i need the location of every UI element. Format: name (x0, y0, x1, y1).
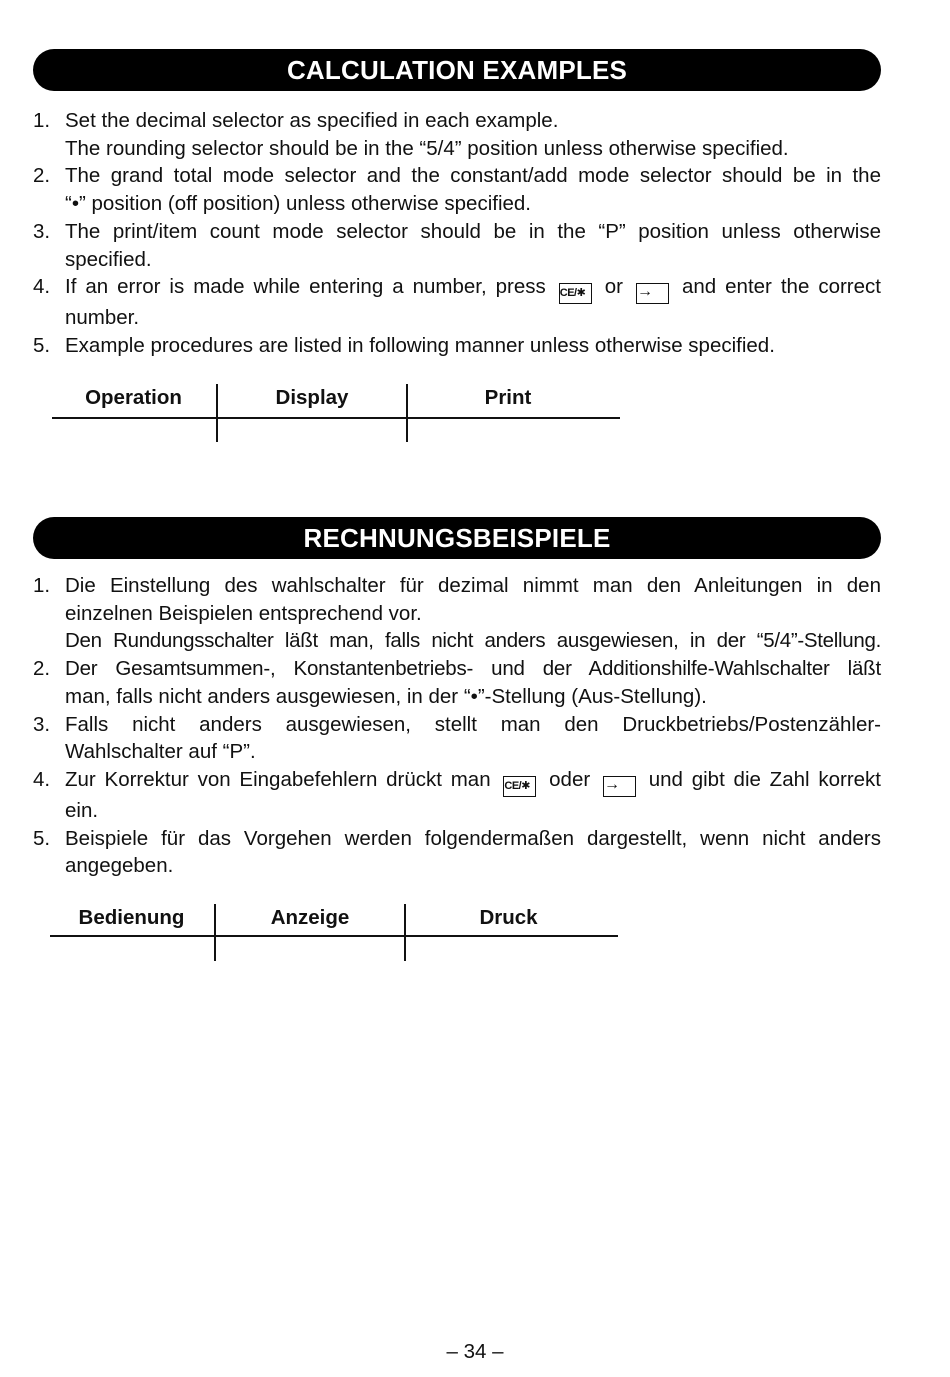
format-table-english (52, 384, 622, 444)
item-text: Beispiele für das Vorgehen werden folgendermaßen dargestellt, wenn nicht anders (65, 826, 881, 850)
arrow-key-icon: → (603, 776, 636, 797)
item-number: 2. (33, 164, 51, 188)
table-header-print: Print (484, 386, 532, 409)
instruction-list-german (33, 572, 881, 880)
item-text: specified. (65, 247, 152, 271)
item-number: 4. (33, 275, 51, 299)
list-item (33, 655, 881, 710)
table-divider (50, 935, 618, 937)
item-number: 3. (33, 712, 51, 736)
item-text: Set the decimal selector as specified in each example. (65, 109, 559, 132)
item-number: 3. (33, 219, 51, 243)
table-column-divider (216, 384, 218, 442)
list-item (33, 162, 881, 217)
item-text: The grand total mode selector and the constant/add mode selector should be in the (65, 164, 881, 188)
item-text: The rounding selector should be in the “5/4” position unless otherwise specified. (65, 136, 789, 160)
item-number: 4. (33, 767, 51, 791)
item-text: einzelnen Beispielen entsprechend vor. (65, 601, 422, 625)
list-item (33, 711, 881, 766)
item-text: Example procedures are listed in following manner unless otherwise specified. (65, 333, 775, 357)
item-number: 5. (33, 826, 51, 850)
list-item (33, 273, 881, 332)
table-column-divider (214, 904, 216, 961)
list-item (33, 218, 881, 273)
item-text: If an error is made while entering a number, press CE/✱ or → and enter the correct (65, 273, 881, 304)
list-item (33, 766, 881, 825)
list-item (33, 332, 881, 360)
item-text: angegeben. (65, 854, 174, 878)
item-text: Den Rundungsschalter läßt man, falls nicht anders ausgewiesen, in der “5/4”-Stellung. (65, 629, 881, 653)
format-table-german (50, 904, 620, 964)
ce-key-icon: CE/✱ (503, 776, 536, 797)
item-text: Zur Korrektur von Eingabefehlern drückt man CE/✱ oder → und gibt die Zahl korrekt (65, 766, 881, 797)
item-number: 1. (33, 109, 51, 132)
item-text: Der Gesamtsummen-, Konstantenbetriebs- und der Additionshilfe-Wahlschalter läßt (65, 657, 881, 681)
list-item (33, 107, 881, 162)
list-item (33, 825, 881, 880)
item-text: Die Einstellung des wahlschalter für dezimal nimmt man den Anleitungen in den (65, 574, 881, 597)
item-number: 2. (33, 657, 51, 681)
item-text: Falls nicht anders ausgewiesen, stellt man den Druckbetriebs/Postenzähler- (65, 712, 881, 736)
table-header-anzeige: Anzeige (270, 906, 350, 929)
section-title-calculation-examples: CALCULATION EXAMPLES (33, 49, 881, 91)
table-header-operation: Operation (85, 386, 182, 409)
ce-key-icon: CE/✱ (559, 283, 592, 304)
page-number: – 34 – (446, 1340, 504, 1363)
table-header-druck: Druck (479, 906, 538, 929)
table-header-display: Display (275, 386, 349, 409)
item-text: ein. (65, 798, 99, 822)
instruction-list-english (33, 107, 881, 360)
item-number: 1. (33, 574, 51, 597)
list-item (33, 572, 881, 655)
table-column-divider (406, 384, 408, 442)
table-header-bedienung: Bedienung (78, 906, 185, 929)
item-number: 5. (33, 333, 51, 357)
table-column-divider (404, 904, 406, 961)
item-text: number. (65, 306, 140, 330)
arrow-key-icon: → (636, 283, 669, 304)
item-text: “•” position (off position) unless otherwise specified. (65, 192, 531, 216)
item-text: man, falls nicht anders ausgewiesen, in der “•”-Stellung (Aus-Stellung). (65, 684, 707, 708)
item-text: Wahlschalter auf “P”. (65, 740, 256, 764)
table-divider (52, 417, 620, 419)
section-title-rechnungsbeispiele: RECHNUNGSBEISPIELE (33, 517, 881, 559)
item-text: The print/item count mode selector should be in the “P” position unless otherwise (65, 219, 881, 243)
